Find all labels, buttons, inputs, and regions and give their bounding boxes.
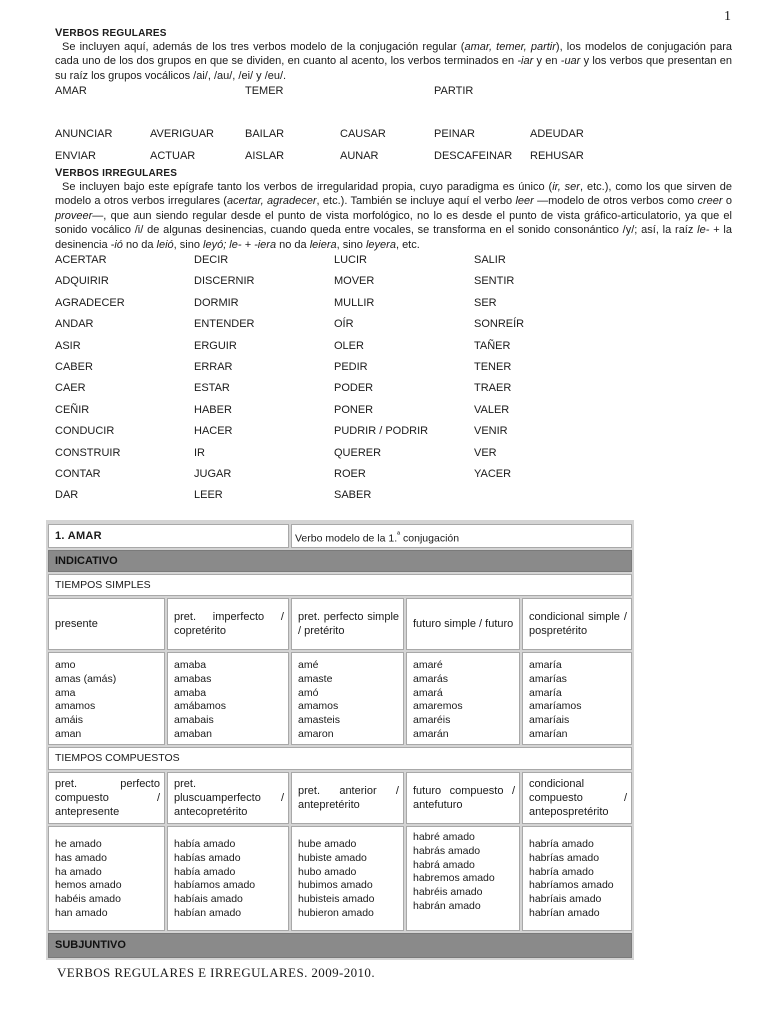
irregular-verb: ERGUIR — [194, 339, 237, 352]
irregular-verb: CONDUCIR — [55, 425, 115, 438]
regular-verb: DESCAFEINAR — [434, 150, 513, 162]
verb-form: amó — [298, 686, 319, 699]
verb-form: amo — [55, 659, 76, 671]
regular-verb: BAILAR — [245, 128, 285, 140]
regular-verb: AUNAR — [340, 150, 379, 162]
verb-form: ama — [55, 686, 76, 699]
irregular-verb: CABER — [55, 361, 93, 373]
irregular-verb: SER — [474, 296, 497, 309]
verb-form: habrán amado — [413, 899, 481, 912]
verb-form: amas (amás) — [55, 672, 117, 685]
indicativo-bar: INDICATIVO — [48, 550, 632, 572]
verb-form: hubisteis amado — [298, 893, 375, 906]
irregular-verb: JUGAR — [194, 468, 232, 480]
simple-tense-header: pret. imperfecto / copretérito — [167, 598, 289, 650]
verb-form: habías amado — [174, 851, 241, 864]
compound-tense-header: pret. pluscuamperfecto / antecopretérito — [167, 772, 289, 824]
irregular-verb: DAR — [55, 489, 79, 502]
verb-form: hubieron amado — [298, 906, 374, 919]
irregular-verb: DORMIR — [194, 296, 239, 309]
verb-form: había amado — [174, 865, 236, 878]
verb-form: han amado — [55, 906, 108, 919]
compound-tense-header: pret. anterior / antepretérito — [291, 772, 404, 824]
verb-form: habrá amado — [413, 858, 475, 871]
verb-form: amaba — [174, 686, 207, 699]
irregular-verb: VENIR — [474, 425, 508, 438]
verb-form: hemos amado — [55, 879, 122, 892]
irregular-verb: ROER — [334, 468, 366, 480]
irregular-verb: SONREÍR — [474, 318, 525, 331]
simple-tense-header: condicional simple / pospretérito — [522, 598, 632, 650]
simple-tense-forms — [406, 652, 520, 745]
compound-tense-forms — [522, 826, 632, 931]
verb-title: 1. AMAR — [55, 530, 102, 542]
irregular-verb: TENER — [474, 361, 512, 373]
paragraph-regulares: Se incluyen aquí, además de los tres verbos modelo de la conjugación regular (amar, temer, partir), los modelos de conjugación para cada uno de los dos grupos en que se dividen, en cuanto al acento, los verbos terminados en -iar y en -uar y los verbos que presentan en su raíz los grupos vocálicos /ai/, /au/, /ei/ y /eu/. — [55, 41, 733, 82]
verb-form: habrás amado — [413, 844, 481, 857]
verb-form: amará — [413, 686, 443, 699]
regular-verb: ANUNCIAR — [55, 128, 113, 140]
irregular-verb: SABER — [334, 489, 372, 502]
irregular-verb: ENTENDER — [194, 318, 255, 331]
regular-verb: AISLAR — [245, 150, 285, 162]
verb-form: amaría — [529, 659, 562, 671]
irregular-verb: MULLIR — [334, 296, 375, 309]
verb-form: habríais amado — [529, 893, 602, 906]
verb-form: has amado — [55, 851, 107, 864]
conjugation-table — [46, 520, 634, 960]
verb-form: habrían amado — [529, 906, 600, 919]
irregular-verb: MOVER — [334, 275, 375, 288]
verb-form: amaría — [529, 686, 562, 699]
verb-form: hubimos amado — [298, 879, 373, 892]
simple-tense-forms — [522, 652, 632, 745]
regular-verb: CAUSAR — [340, 128, 386, 140]
compound-tense-header: futuro compuesto / antefuturo — [406, 772, 520, 824]
verb-form: amaríamos — [529, 700, 582, 713]
page-number: 1 — [724, 9, 731, 24]
verb-form: amamos — [55, 700, 96, 713]
compound-tense-header: pret. perfecto compuesto / antepresente — [48, 772, 165, 824]
irregular-verb: IR — [194, 446, 205, 459]
irregular-verb: AGRADECER — [55, 296, 125, 309]
verb-form: amarías — [529, 672, 567, 685]
verb-form: amaron — [298, 727, 334, 740]
verb-form: amaréis — [413, 714, 451, 727]
irregular-verb: ASIR — [55, 339, 81, 352]
irregular-verb: OÍR — [334, 318, 354, 331]
irregular-verb: PEDIR — [334, 361, 368, 373]
irregular-verb: LUCIR — [334, 254, 368, 266]
section-heading-regulares: VERBOS REGULARES — [55, 27, 167, 39]
irregular-verb: CAER — [55, 382, 86, 395]
irregular-verb: PODER — [334, 382, 374, 395]
verb-form: he amado — [55, 838, 102, 850]
irregular-verb: TRAER — [474, 382, 512, 395]
verb-form: aman — [55, 727, 82, 740]
verb-form: amabas — [174, 672, 212, 685]
verb-form: habremos amado — [413, 872, 495, 885]
simple-tense-header: presente — [48, 598, 165, 650]
irregular-verb: OLER — [334, 339, 364, 352]
paragraph-irregulares: Se incluyen bajo este epígrafe tanto los verbos de irregularidad propia, cuyo paradigma es único (ir, ser, etc.), como los que sirven de modelo a otros verbos irregulares (acertar, agradecer, etc.). También se incluye aquí el verbo leer —modelo de otros verbos como creer o proveer—, que aun siendo regular desde el punto de vista morfológico, no lo es desde el punto de vista gráfico-articulatorio, ya que el sonido vocálico /i/ de algunas desinencias, cuando queda entre vocales, se transforma en el sonido consonántico /y/; así, la raíz le- + la desinencia -ió no da leió, sino leyó; le- + -iera no da leiera, sino leyera, etc. — [55, 181, 732, 251]
verb-form: habéis amado — [55, 893, 121, 906]
verb-form: habré amado — [413, 831, 475, 843]
verb-form: amé — [298, 659, 319, 671]
irregular-verb: ACERTAR — [55, 254, 107, 266]
model-verb: PARTIR — [434, 85, 474, 97]
irregular-verb: DISCERNIR — [194, 275, 255, 288]
model-verb: TEMER — [245, 85, 284, 97]
verb-form: había amado — [174, 838, 236, 850]
regular-verb: PEINAR — [434, 128, 475, 140]
irregular-verb: CEÑIR — [55, 403, 90, 416]
verb-form: amábamos — [174, 700, 226, 713]
irregular-verb: CONTAR — [55, 468, 101, 480]
verb-form: hubiste amado — [298, 851, 367, 864]
model-verb: AMAR — [55, 85, 87, 97]
verb-form: habríamos amado — [529, 879, 614, 892]
verb-description: Verbo modelo de la 1.$^ª$ conjugación — [295, 530, 460, 545]
irregular-verb: VALER — [474, 403, 510, 416]
irregular-verb: PUDRIR / PODRIR — [334, 425, 429, 438]
irregular-verb: LEER — [194, 489, 223, 502]
verb-form: amaban — [174, 727, 212, 740]
compound-tense-header: condicional compuesto / antepospretérito — [522, 772, 632, 824]
regular-verb: ADEUDAR — [530, 128, 584, 140]
simple-tense-forms — [291, 652, 404, 745]
regular-verb: ENVIAR — [55, 150, 96, 162]
irregular-verb: VER — [474, 446, 497, 459]
verb-form: amarán — [413, 727, 449, 740]
verb-form: habíais amado — [174, 893, 243, 906]
tiempos-compuestos-row: TIEMPOS COMPUESTOS — [48, 747, 632, 770]
verb-form: habían amado — [174, 906, 242, 919]
compound-tense-forms — [167, 826, 289, 931]
verb-form: hubo amado — [298, 865, 357, 878]
irregular-verb: ANDAR — [55, 318, 94, 331]
verb-form: amaríais — [529, 714, 570, 727]
verb-form: amasteis — [298, 714, 341, 727]
verb-form: amamos — [298, 700, 339, 713]
verb-form: amaremos — [413, 700, 463, 713]
subjuntivo-bar: SUBJUNTIVO — [48, 933, 632, 958]
tiempos-simples-row: TIEMPOS SIMPLES — [48, 574, 632, 596]
verb-form: amaré — [413, 659, 443, 671]
verb-form: amaste — [298, 672, 333, 685]
irregular-verb: CONSTRUIR — [55, 446, 121, 459]
regular-verb: ACTUAR — [150, 150, 196, 162]
compound-tense-forms — [48, 826, 165, 931]
verb-form: habíamos amado — [174, 879, 256, 892]
simple-tense-header: pret. perfecto simple / pretérito — [291, 598, 404, 650]
verb-form: hube amado — [298, 838, 357, 850]
verb-form: habría amado — [529, 838, 594, 850]
simple-tense-forms — [48, 652, 165, 745]
verb-description-cell — [291, 524, 632, 548]
verb-form: amarás — [413, 672, 449, 685]
compound-tense-forms — [291, 826, 404, 931]
verb-form: ha amado — [55, 865, 102, 878]
verb-form: amabais — [174, 714, 214, 727]
section-heading-irregulares: VERBOS IRREGULARES — [55, 167, 178, 179]
irregular-verb: ESTAR — [194, 382, 230, 395]
irregular-verb: ADQUIRIR — [55, 275, 109, 288]
irregular-verb: QUERER — [334, 446, 382, 459]
irregular-verb: SENTIR — [474, 275, 515, 288]
verb-form: habréis amado — [413, 886, 483, 899]
irregular-verb: HABER — [194, 403, 232, 416]
irregular-verb: SALIR — [474, 254, 506, 266]
verb-form: amaba — [174, 659, 207, 671]
simple-tense-header: futuro simple / futuro — [406, 598, 520, 650]
verb-form: habrías amado — [529, 851, 600, 864]
verb-form: amáis — [55, 714, 84, 727]
irregular-verb: TAÑER — [474, 339, 511, 352]
irregular-verb: HACER — [194, 425, 233, 438]
irregular-verb: YACER — [474, 468, 512, 480]
simple-tense-forms — [167, 652, 289, 745]
irregular-verb: ERRAR — [194, 361, 233, 373]
verb-title-cell — [48, 524, 289, 548]
irregular-verb: DECIR — [194, 254, 229, 266]
regular-verb: REHUSAR — [530, 150, 584, 162]
verb-form: habría amado — [529, 865, 594, 878]
verb-form: amarían — [529, 727, 568, 740]
compound-tense-forms — [406, 826, 520, 931]
regular-verb: AVERIGUAR — [150, 128, 214, 140]
irregular-verb: PONER — [334, 403, 374, 416]
page-footer: VERBOS REGULARES E IRREGULARES. 2009-2010. — [57, 965, 375, 980]
